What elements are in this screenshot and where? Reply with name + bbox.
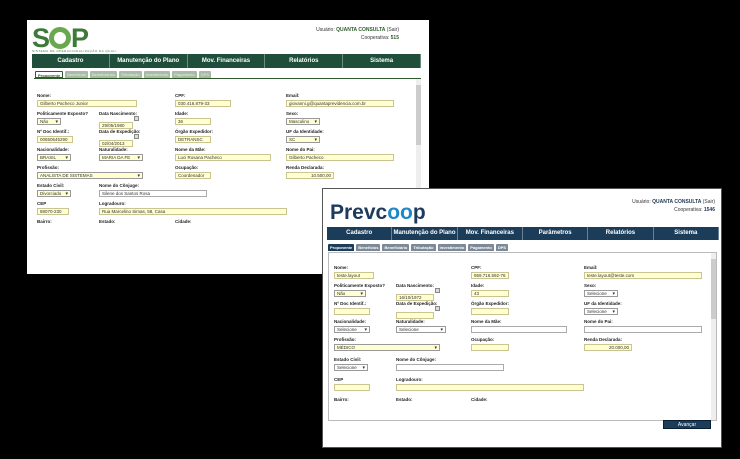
- estado-civil-select[interactable]: Selecione ▾: [334, 364, 368, 371]
- orgao-expedidor-input[interactable]: [471, 308, 509, 315]
- field-nome-pai: Nome do Pai: Gilberto Pacheco: [286, 147, 394, 161]
- field-sexo: Sexo: Masculino ▾: [286, 111, 320, 125]
- field-data-nascimento: Data Nascimento: 16/10/1972: [396, 283, 440, 306]
- idade-input[interactable]: 43: [471, 290, 509, 297]
- field-idade: Idade: 43: [471, 283, 509, 297]
- email-input[interactable]: giovanni.g@quantaprevidencia.com.br: [286, 100, 394, 107]
- logradouro-input[interactable]: Rua Marcelino Simas, 58, Casa: [99, 208, 287, 215]
- field-politicamente-exposto: Politicamente Exposto? Não ▾: [334, 283, 385, 297]
- field-renda-declarada: Renda Declarada: 20.000,00: [584, 337, 632, 351]
- field-estado-civil: Estado Civil: Divorciado ▾: [37, 183, 71, 197]
- menu-relatorios[interactable]: Relatórios: [265, 54, 343, 68]
- nome-mae-input[interactable]: Luci Rosana Pacheco: [175, 154, 271, 161]
- prevcoop-window: [322, 188, 722, 448]
- orgao-expedidor-input[interactable]: DETRANSC: [175, 136, 211, 143]
- sexo-select[interactable]: Selecione ▾: [584, 290, 618, 297]
- menu-relatorios[interactable]: Relatórios: [588, 227, 653, 240]
- data-nascimento-input[interactable]: 29/05/1980: [99, 122, 133, 129]
- calendar-icon[interactable]: [134, 116, 139, 121]
- tab-investimento[interactable]: Investimento: [439, 245, 465, 250]
- tab-dps[interactable]: DPS: [200, 72, 209, 77]
- politicamente-exposto-select[interactable]: Não ▾: [37, 118, 61, 125]
- tab-beneficiario[interactable]: Beneficiário: [384, 245, 408, 250]
- estado-civil-select[interactable]: Divorciado ▾: [37, 190, 71, 197]
- ocupacao-input[interactable]: Coordenador: [175, 172, 211, 179]
- tab-dps[interactable]: DPS: [497, 245, 507, 250]
- field-sexo: Sexo: Selecione ▾: [584, 283, 618, 297]
- menu-mov-financeiras[interactable]: Mov. Financeiras: [188, 54, 266, 68]
- field-ocupacao: Ocupação: Coordenador: [175, 165, 211, 179]
- field-nacionalidade: Nacionalidade: BRASIL ▾: [37, 147, 71, 161]
- doc-identif-input[interactable]: 00650645290: [37, 136, 73, 143]
- tab-beneficios[interactable]: Benefícios: [67, 72, 86, 77]
- nacionalidade-select[interactable]: Selecione ▾: [334, 326, 370, 333]
- nome-conjuge-input[interactable]: Silene dos Santos Rosa: [99, 190, 207, 197]
- uf-identidade-select[interactable]: Selecione ▾: [584, 308, 618, 315]
- ocupacao-input[interactable]: [471, 344, 509, 351]
- field-nome-mae: Nome da Mãe:: [471, 319, 567, 333]
- nome-input[interactable]: Gilberto Pacheco Junior: [37, 100, 137, 107]
- prevcoop-scrollbar[interactable]: [711, 253, 716, 420]
- profissao-select[interactable]: ANALISTA DE SISTEMAS ▾: [37, 172, 143, 179]
- avancar-button[interactable]: Avançar: [663, 420, 711, 429]
- field-cep: CEP: [334, 377, 370, 391]
- field-doc-identif: Nº Doc Identif.:: [334, 301, 370, 315]
- menu-manutencao-plano[interactable]: Manutenção do Plano: [110, 54, 188, 68]
- field-naturalidade: Naturalidade: Selecione ▾: [396, 319, 446, 333]
- field-logradouro: Logradouro:: [396, 377, 584, 391]
- renda-declarada-input[interactable]: 20.000,00: [584, 344, 632, 351]
- field-estado: Estado:: [99, 219, 116, 224]
- tab-tributacao[interactable]: Tributação: [413, 245, 434, 250]
- field-estado-civil: Estado Civil: Selecione ▾: [334, 357, 368, 371]
- menu-mov-financeiras[interactable]: Mov. Financeiras: [458, 227, 523, 240]
- field-data-expedicao: Data de Expedição:: [396, 301, 440, 324]
- field-cpf: CPF: 030.416.879-33: [175, 93, 231, 107]
- prevcoop-form: [328, 252, 717, 421]
- field-cep: CEP 88070-230: [37, 201, 69, 215]
- politicamente-exposto-select[interactable]: Não ▾: [334, 290, 366, 297]
- field-nome: Nome: Gilberto Pacheco Junior: [37, 93, 137, 107]
- scrollbar-thumb[interactable]: [416, 85, 421, 145]
- menu-sistema[interactable]: Sistema: [654, 227, 719, 240]
- field-data-nascimento: Data Nascimento: 29/05/1980: [99, 111, 138, 128]
- email-input[interactable]: teste.layout@teste.com: [584, 272, 702, 279]
- renda-declarada-input[interactable]: 10.500,00: [286, 172, 334, 179]
- tab-proponente[interactable]: Proponente: [35, 71, 63, 78]
- tab-pagamento[interactable]: Pagamento: [470, 245, 492, 250]
- data-expedicao-input[interactable]: [396, 312, 434, 319]
- cep-input[interactable]: [334, 384, 370, 391]
- field-profissao: Profissão: MÉDICO ▾: [334, 337, 440, 351]
- prevcoop-tabs: [328, 244, 508, 251]
- field-ocupacao: Ocupação:: [471, 337, 509, 351]
- uf-identidade-select[interactable]: SC ▾: [286, 136, 320, 143]
- field-bairro: Bairro:: [37, 219, 52, 224]
- nome-conjuge-input[interactable]: [396, 364, 504, 371]
- field-nome-mae: Nome da Mãe: Luci Rosana Pacheco: [175, 147, 271, 161]
- calendar-icon[interactable]: [435, 306, 440, 311]
- nome-pai-input[interactable]: [584, 326, 702, 333]
- field-email: Email: teste.layout@teste.com: [584, 265, 702, 279]
- scrollbar-thumb[interactable]: [711, 259, 716, 319]
- calendar-icon[interactable]: [435, 288, 440, 293]
- menu-cadastro[interactable]: Cadastro: [327, 227, 392, 240]
- field-estado: Estado:: [396, 397, 413, 402]
- field-cpf: CPF: 959.716.592-76: [471, 265, 509, 279]
- tab-proponente[interactable]: Proponente: [330, 245, 353, 250]
- menu-sistema[interactable]: Sistema: [343, 54, 421, 68]
- sop-main-menu: [32, 54, 421, 68]
- sop-logout-link[interactable]: (Sair): [386, 27, 399, 33]
- calendar-icon[interactable]: [134, 134, 139, 139]
- nacionalidade-select[interactable]: BRASIL ▾: [37, 154, 71, 161]
- idade-input[interactable]: 36: [175, 118, 211, 125]
- sexo-select[interactable]: Masculino ▾: [286, 118, 320, 125]
- cpf-input[interactable]: 959.716.592-76: [471, 272, 509, 279]
- data-nascimento-input[interactable]: 16/10/1972: [396, 294, 434, 301]
- tab-investimento[interactable]: Investimento: [145, 72, 169, 77]
- field-naturalidade: Naturalidade: MARIA DA FE ▾: [99, 147, 143, 161]
- nome-pai-input[interactable]: Gilberto Pacheco: [286, 154, 394, 161]
- field-nome-conjuge: Nome do Cônjuge:: [396, 357, 504, 371]
- prevcoop-user-info: Usuário: QUANTA CONSULTA (Sair) Cooperativa: 1546: [632, 199, 715, 213]
- field-nacionalidade: Nacionalidade: Selecione ▾: [334, 319, 370, 333]
- field-idade: Idade: 36: [175, 111, 211, 125]
- menu-parametros[interactable]: Parâmetros: [523, 227, 588, 240]
- field-bairro: Bairro:: [334, 397, 349, 402]
- field-email: Email: giovanni.g@quantaprevidencia.com.br: [286, 93, 394, 107]
- field-orgao-expedidor: Órgão Expedidor: DETRANSC: [175, 129, 214, 142]
- field-profissao: Profissão: ANALISTA DE SISTEMAS ▾: [37, 165, 143, 179]
- field-nome-conjuge: Nome do Cônjuge: Silene dos Santos Rosa: [99, 183, 207, 197]
- field-logradouro: Logradouro: Rua Marcelino Simas, 58, Casa: [99, 201, 287, 215]
- field-data-expedicao: Data de Expedição: 02/04/2013: [99, 129, 141, 146]
- menu-cadastro[interactable]: Cadastro: [32, 54, 110, 68]
- logradouro-input[interactable]: [396, 384, 584, 391]
- profissao-select[interactable]: MÉDICO ▾: [334, 344, 440, 351]
- sop-tabs: [35, 71, 211, 78]
- field-cidade: Cidade:: [175, 219, 192, 224]
- field-nome: Nome: teste.layout: [334, 265, 374, 279]
- tab-beneficios[interactable]: Benefícios: [358, 245, 379, 250]
- naturalidade-select[interactable]: Selecione ▾: [396, 326, 446, 333]
- field-nome-pai: Nome do Pai:: [584, 319, 702, 333]
- cpf-input[interactable]: 030.416.879-33: [175, 100, 231, 107]
- naturalidade-select[interactable]: MARIA DA FE ▾: [99, 154, 143, 161]
- tab-beneficiarios[interactable]: Beneficiários: [91, 72, 115, 77]
- sop-logo-subtitle: SISTEMA DE OPERACIONALIZAÇÃO DA QUALI: [32, 49, 117, 53]
- prevcoop-logout-link[interactable]: (Sair): [702, 199, 715, 205]
- nome-mae-input[interactable]: [471, 326, 567, 333]
- field-doc-identif: Nº Doc Identif.: 00650645290: [37, 129, 73, 143]
- cep-input[interactable]: 88070-230: [37, 208, 69, 215]
- nome-input[interactable]: teste.layout: [334, 272, 374, 279]
- tab-pagamento[interactable]: Pagamento: [174, 72, 195, 77]
- doc-identif-input[interactable]: [334, 308, 370, 315]
- menu-manutencao-plano[interactable]: Manutenção do Plano: [392, 227, 457, 240]
- field-renda-declarada: Renda Declarada: 10.500,00: [286, 165, 334, 179]
- field-orgao-expedidor: Órgão Expedidor:: [471, 301, 509, 315]
- prevcoop-logo: Prevcoop: [330, 201, 426, 224]
- sop-logo: S P: [32, 23, 89, 53]
- data-expedicao-input[interactable]: 02/04/2013: [99, 140, 133, 147]
- field-uf-identidade: UF da Identidade: Selecione ▾: [584, 301, 622, 315]
- field-politicamente-exposto: Politicamente Exposto? Não ▾: [37, 111, 88, 125]
- prevcoop-main-menu: [327, 227, 719, 240]
- tab-tributacao[interactable]: Tributação: [120, 72, 140, 77]
- field-uf-identidade: UF da Identidade: SC ▾: [286, 129, 324, 143]
- sop-user-info: Usuário: QUANTA CONSULTA (Sair) Cooperativa: 515: [316, 27, 399, 41]
- field-cidade: Cidade:: [471, 397, 488, 402]
